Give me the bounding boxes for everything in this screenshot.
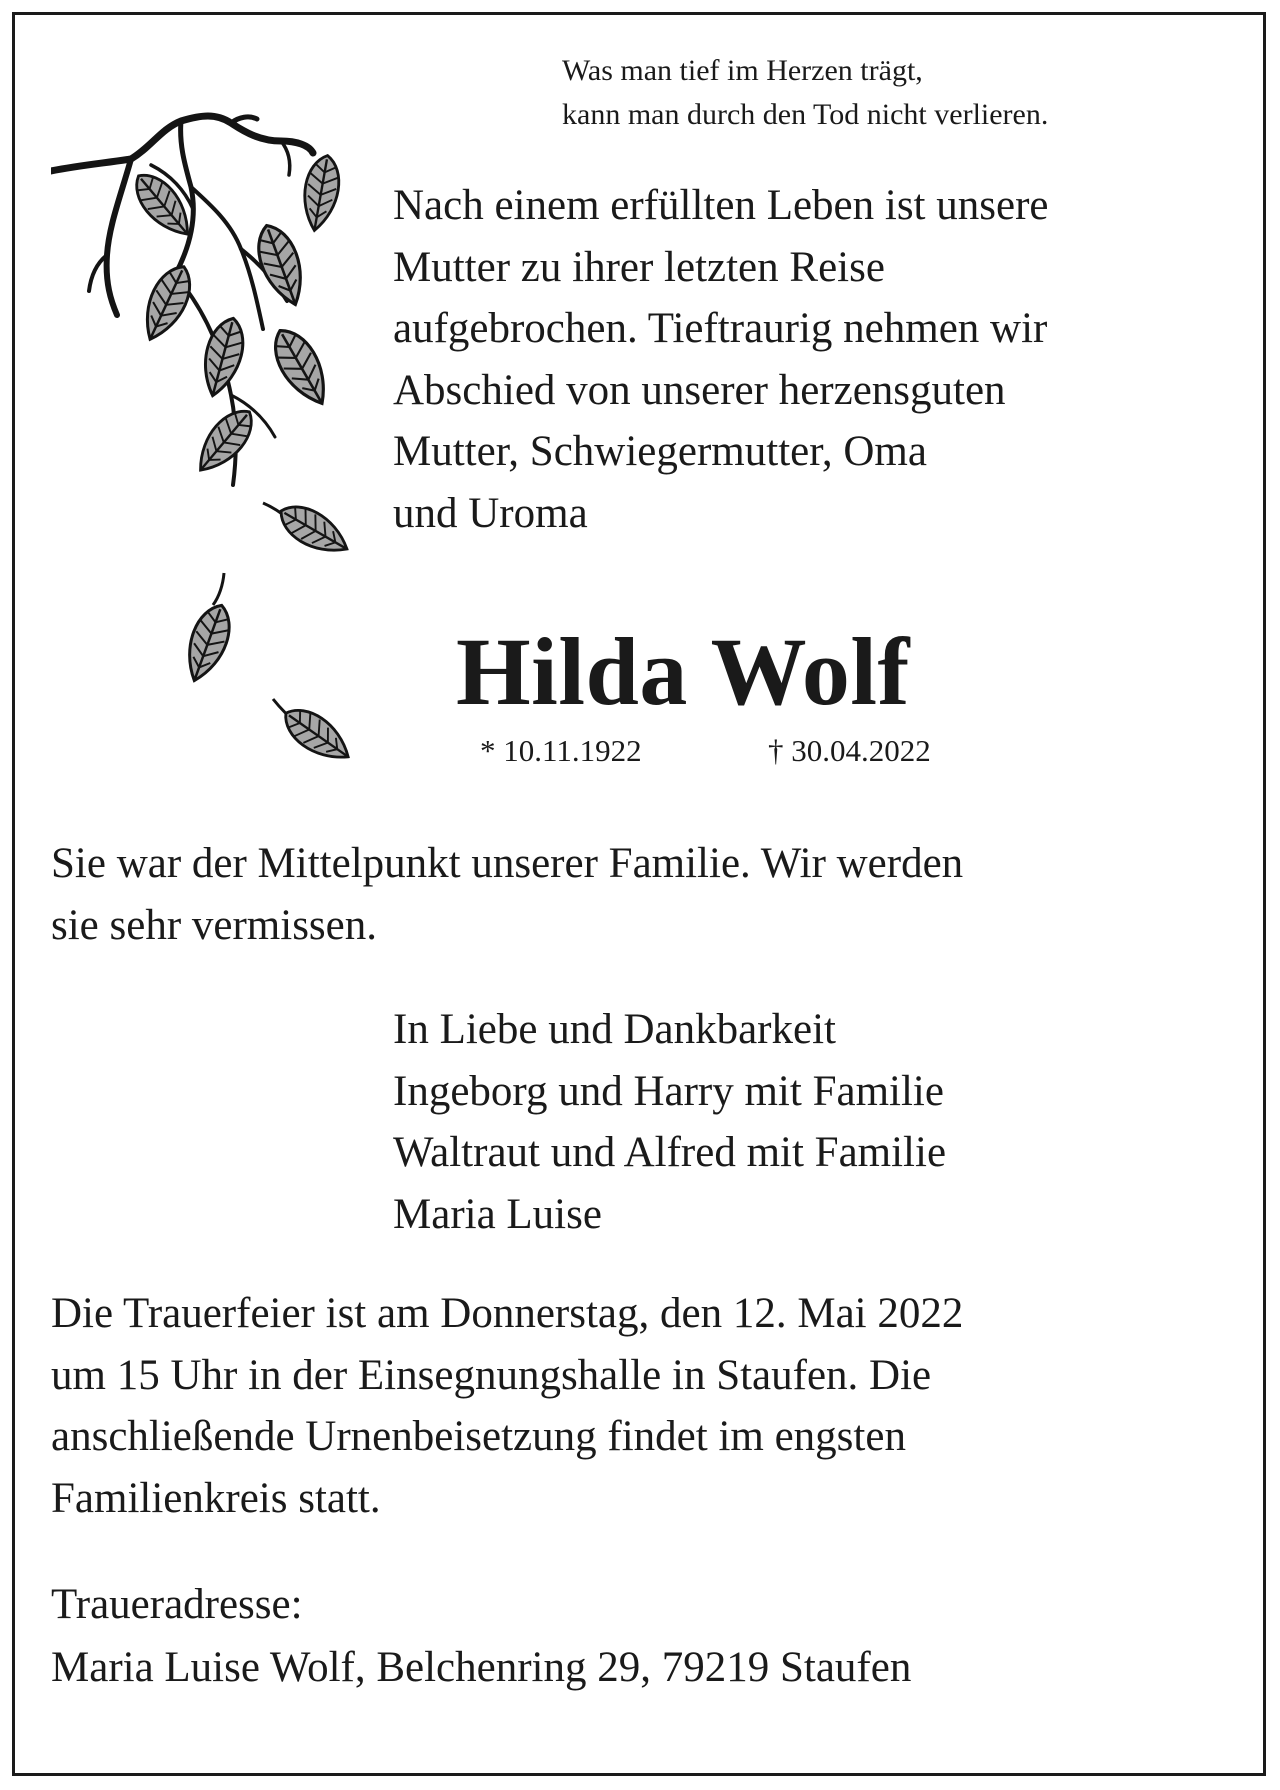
intro-line: aufgebrochen. Tieftraurig nehmen wir [393, 305, 1048, 352]
tribute-text [51, 833, 1261, 956]
intro-line: Mutter zu ihrer letzten Reise [393, 243, 885, 291]
death-date: † 30.04.2022 [768, 733, 931, 768]
intro-text [393, 175, 1253, 544]
signoff-line: Ingeborg und Harry mit Familie [393, 1067, 944, 1115]
address-label: Traueradresse: [51, 1581, 303, 1628]
signoff-line: In Liebe und Dankbarkeit [393, 1006, 836, 1053]
family-signoff [393, 999, 946, 1245]
motto-line: kann man durch den Tod nicht verlieren. [562, 98, 1049, 131]
intro-line: Abschied von unserer herzensguten [393, 366, 1006, 414]
tribute-line: Sie war der Mittelpunkt unserer Familie. Wir werden [51, 840, 964, 887]
intro-line: Nach einem erfüllten Leben ist unsere [393, 182, 1049, 229]
signoff-line: Maria Luise [393, 1190, 602, 1238]
motto [562, 49, 1048, 137]
service-line: anschließende Urnenbeisetzung findet im engsten [51, 1413, 906, 1460]
signoff-line: Waltraut und Alfred mit Familie [393, 1129, 947, 1176]
address-value: Maria Luise Wolf, Belchenring 29, 79219 Staufen [51, 1644, 912, 1691]
service-details [51, 1283, 1261, 1529]
intro-line: und Uroma [393, 489, 588, 537]
intro-line: Mutter, Schwiegermutter, Oma [393, 428, 927, 475]
motto-line: Was man tief im Herzen trägt, [562, 54, 923, 87]
service-line: um 15 Uhr in der Einsegnungshalle in Staufen. Die [51, 1351, 932, 1399]
branch-with-leaves-icon [51, 105, 371, 805]
service-line: Familienkreis statt. [51, 1474, 381, 1522]
tribute-line: sie sehr vermissen. [51, 901, 378, 949]
obituary-frame [12, 12, 1266, 1776]
birth-date: * 10.11.1922 [480, 733, 642, 768]
deceased-name: Hilda Wolf [456, 618, 911, 725]
service-line: Die Trauerfeier ist am Donnerstag, den 12. Mai 2022 [51, 1290, 964, 1337]
mourning-address [51, 1573, 911, 1699]
